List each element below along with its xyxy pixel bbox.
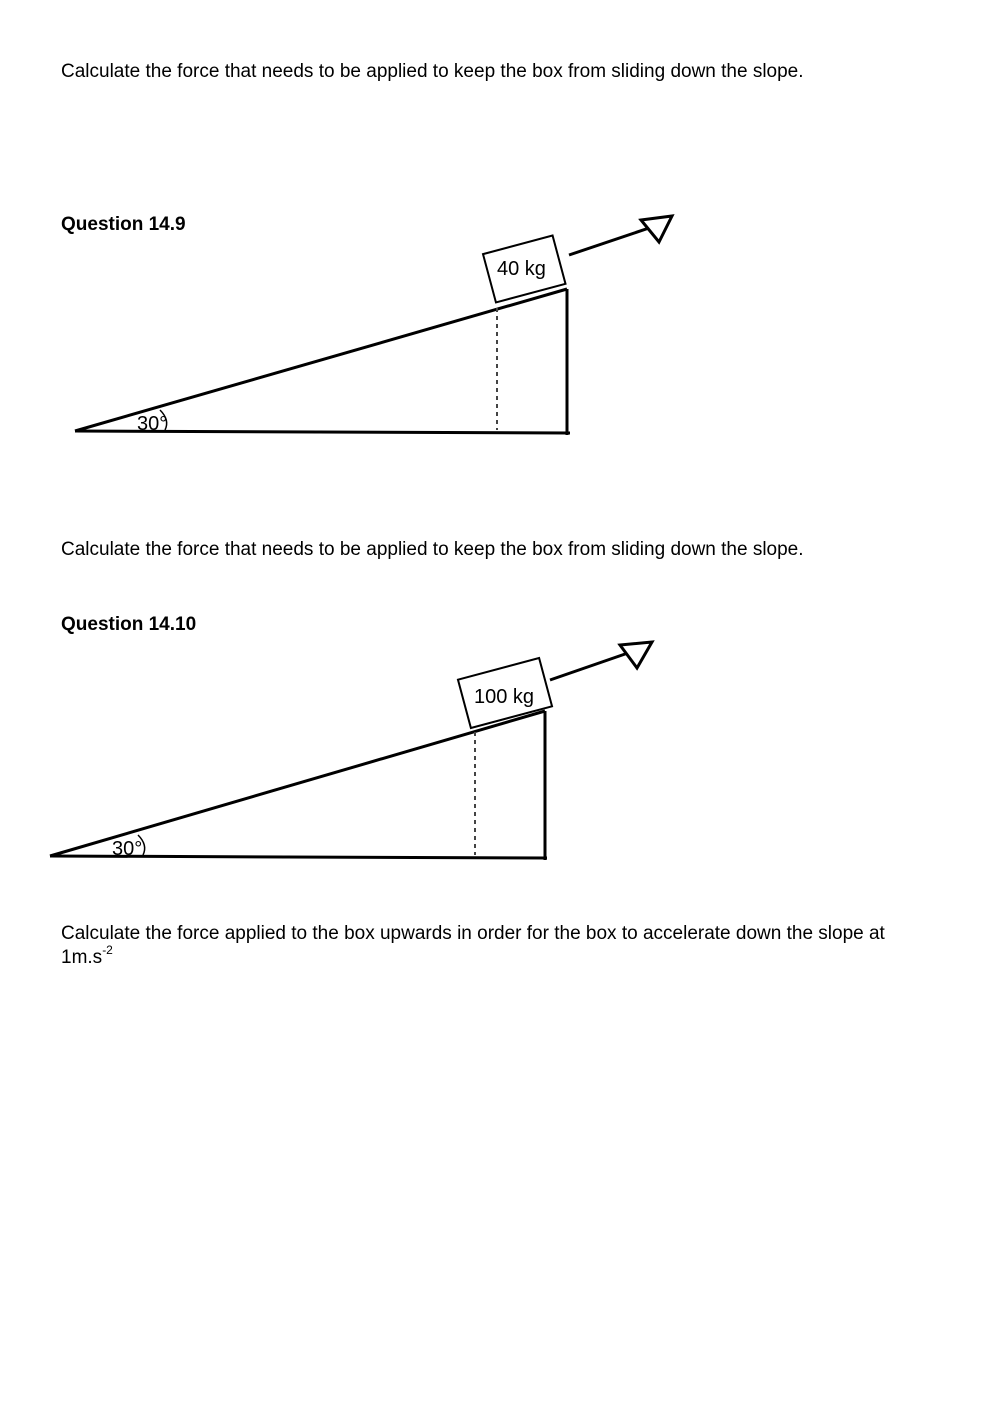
incline-diagram-14-9 <box>0 200 1000 445</box>
instruction-main: Calculate the force applied to the box upwards in order for the box to accelerate down the slope at <box>61 923 885 944</box>
question-14-10-heading: Question 14.10 <box>61 614 197 635</box>
incline-slope <box>50 711 545 856</box>
mass-label: 100 kg <box>474 686 535 708</box>
rope <box>550 653 628 680</box>
angle-label: 30° <box>137 413 168 435</box>
instruction-unit: 1m.s <box>61 947 103 968</box>
instruction-text-3 <box>61 922 951 970</box>
angle-label: 30° <box>112 838 143 860</box>
instruction-exponent: -2 <box>102 942 113 957</box>
incline-slope <box>75 289 567 431</box>
question-14-9-heading: Question 14.9 <box>61 214 186 235</box>
mass-label: 40 kg <box>497 258 546 280</box>
incline-diagram-14-10 <box>0 630 1000 870</box>
instruction-text-1: Calculate the force that needs to be applied to keep the box from sliding down the slope. <box>61 61 804 82</box>
rope <box>569 227 652 255</box>
instruction-text-2: Calculate the force that needs to be applied to keep the box from sliding down the slope. <box>61 539 804 560</box>
